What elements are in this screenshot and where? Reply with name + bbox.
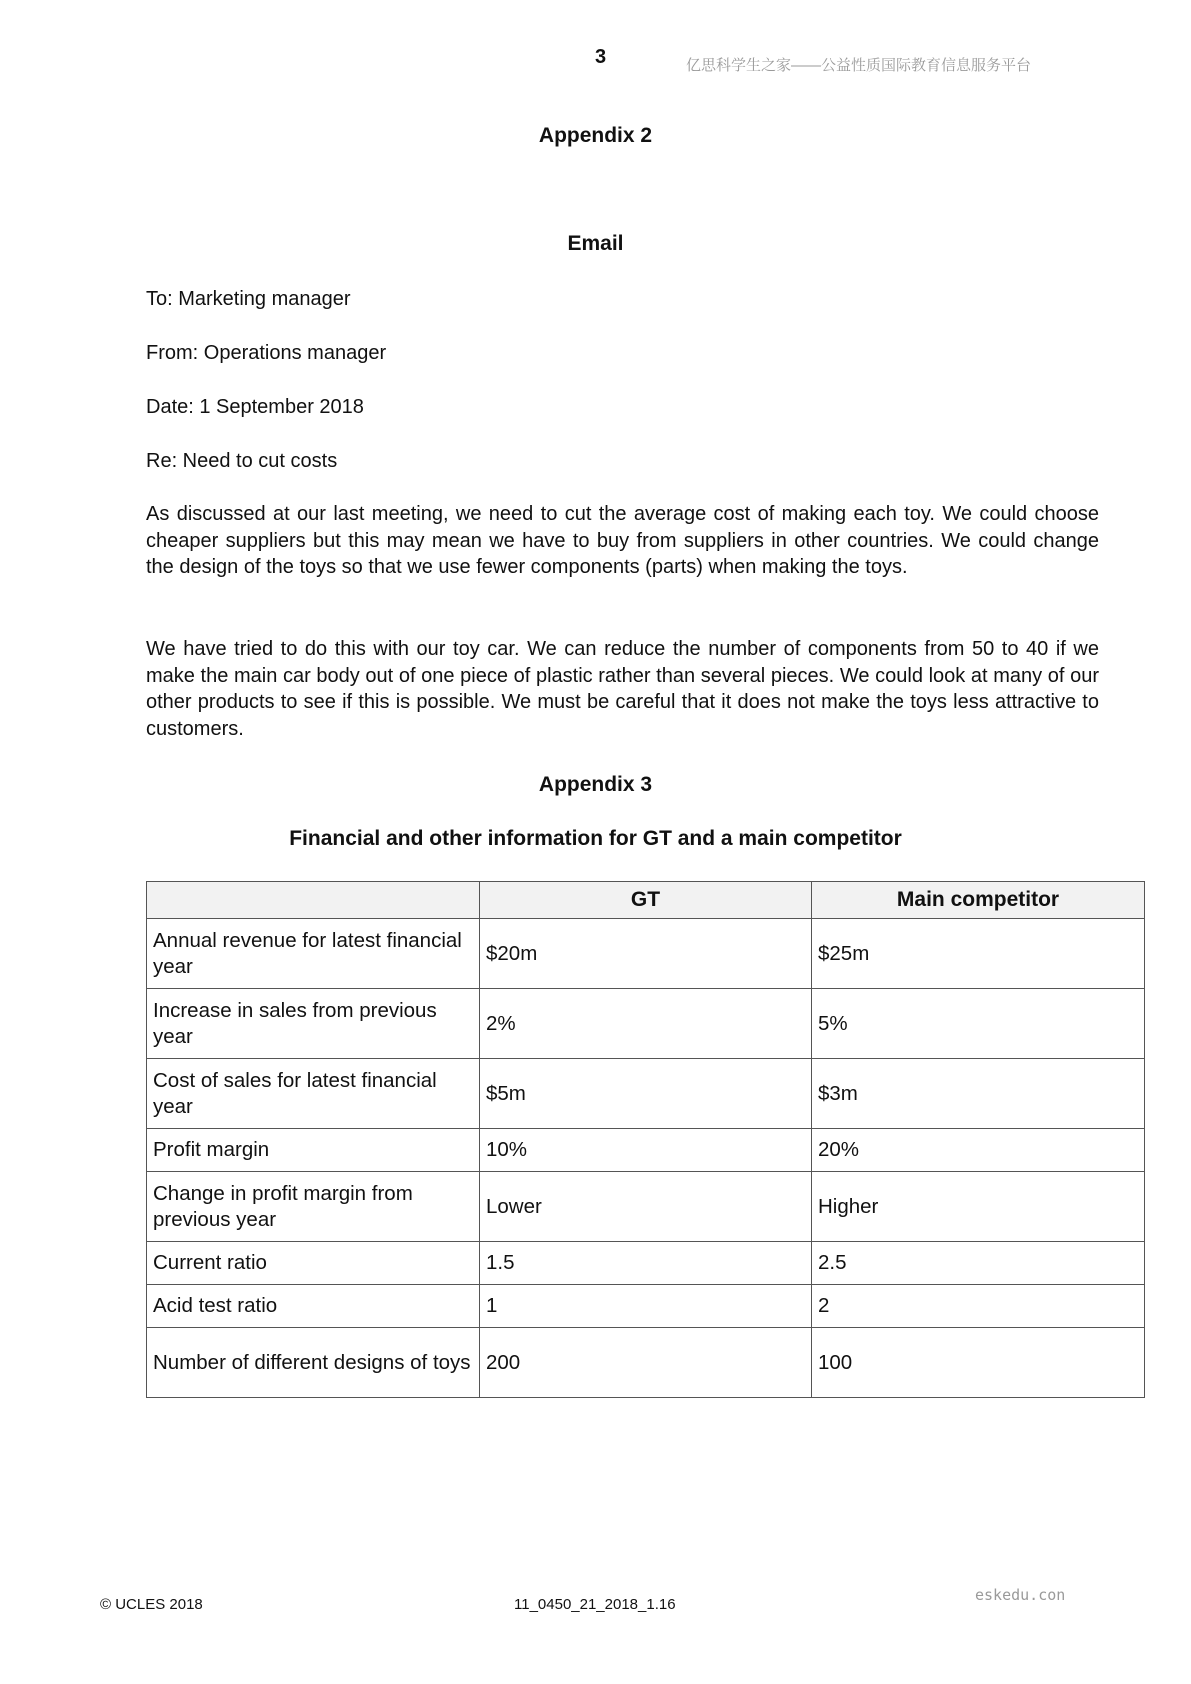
- competitor-value: $3m: [812, 1059, 1145, 1129]
- table-row: [147, 1059, 1145, 1129]
- row-label: Number of different designs of toys: [147, 1328, 480, 1398]
- competitor-value: 2: [812, 1285, 1145, 1328]
- competitor-value: $25m: [812, 919, 1145, 989]
- email-to: To: Marketing manager: [146, 288, 351, 310]
- table-header-competitor: Main competitor: [812, 882, 1145, 919]
- table-row: [147, 1242, 1145, 1285]
- row-label: Change in profit margin from previous year: [147, 1172, 480, 1242]
- appendix-3-subtitle: Financial and other information for GT and a main competitor: [289, 827, 902, 850]
- gt-value: 1.5: [480, 1242, 812, 1285]
- competitor-value: 100: [812, 1328, 1145, 1398]
- competitor-value: 5%: [812, 989, 1145, 1059]
- table-row: [147, 1129, 1145, 1172]
- table-row: [147, 1172, 1145, 1242]
- financial-table: [146, 881, 1145, 1398]
- table-row: [147, 1285, 1145, 1328]
- row-label: Increase in sales from previous year: [147, 989, 480, 1059]
- table-header-gt: GT: [480, 882, 812, 919]
- table-header-row: [147, 882, 1145, 919]
- table-row: [147, 1328, 1145, 1398]
- email-date: Date: 1 September 2018: [146, 396, 364, 418]
- header-watermark: 亿思科学生之家——公益性质国际教育信息服务平台: [686, 57, 1032, 74]
- table-row: [147, 989, 1145, 1059]
- gt-value: 1: [480, 1285, 812, 1328]
- competitor-value: Higher: [812, 1172, 1145, 1242]
- gt-value: Lower: [480, 1172, 812, 1242]
- email-from: From: Operations manager: [146, 342, 387, 364]
- competitor-value: 20%: [812, 1129, 1145, 1172]
- appendix-3-title: Appendix 3: [538, 773, 653, 796]
- row-label: Current ratio: [147, 1242, 480, 1285]
- row-label: Cost of sales for latest financial year: [147, 1059, 480, 1129]
- competitor-value: 2.5: [812, 1242, 1145, 1285]
- table-row: [147, 919, 1145, 989]
- gt-value: $20m: [480, 919, 812, 989]
- appendix-2-title: Appendix 2: [538, 124, 653, 147]
- email-title: Email: [567, 232, 624, 255]
- table-header-blank: [147, 882, 480, 919]
- footer-watermark: eskedu.con: [975, 1586, 1066, 1604]
- footer-copyright: © UCLES 2018: [100, 1596, 203, 1613]
- email-paragraph-2: We have tried to do this with our toy car. We can reduce the number of components from 50 to 40 if we make the main car body out of one piece of plastic rather than several pieces. We could look at many of our other products to see if this is possible. We must be careful that it does not make the toys less attractive to customers.: [146, 638, 1099, 740]
- row-label: Acid test ratio: [147, 1285, 480, 1328]
- email-paragraph-1: As discussed at our last meeting, we need to cut the average cost of making each toy. We could choose cheaper suppliers but this may mean we have to buy from suppliers in other countries. We could change the design of the toys so that we use fewer components (parts) when making the toys.: [146, 503, 1099, 578]
- row-label: Profit margin: [147, 1129, 480, 1172]
- gt-value: $5m: [480, 1059, 812, 1129]
- row-label: Annual revenue for latest financial year: [147, 919, 480, 989]
- gt-value: 2%: [480, 989, 812, 1059]
- gt-value: 200: [480, 1328, 812, 1398]
- email-subject: Re: Need to cut costs: [146, 450, 338, 472]
- footer-document-code: 11_0450_21_2018_1.16: [514, 1596, 676, 1613]
- gt-value: 10%: [480, 1129, 812, 1172]
- page-number: 3: [594, 46, 607, 68]
